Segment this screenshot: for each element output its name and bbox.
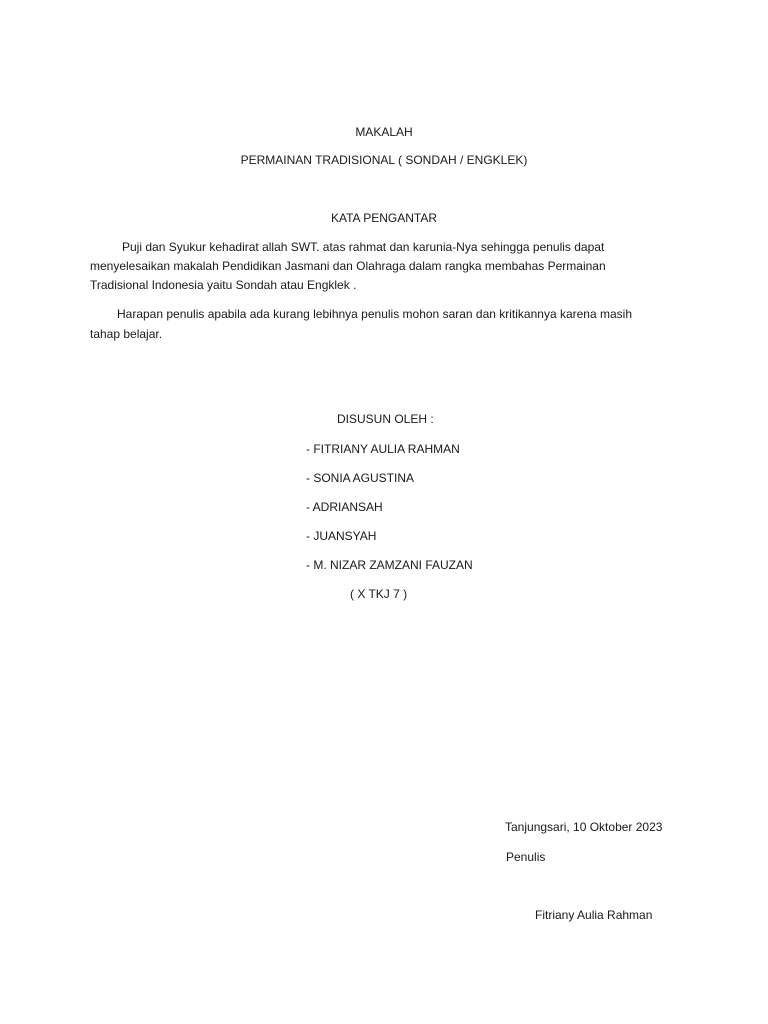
author-item: - M. NIZAR ZAMZANI FAUZAN xyxy=(306,558,473,572)
document-subtitle: PERMAINAN TRADISIONAL ( SONDAH / ENGKLEK) xyxy=(240,153,528,167)
class-label: ( X TKJ 7 ) xyxy=(350,587,408,601)
place-date: Tanjungsari, 10 Oktober 2023 xyxy=(505,820,663,834)
foreword-paragraph-2-line-1: Harapan penulis apabila ada kurang lebihnya penulis mohon saran dan kritikannya karena masih xyxy=(117,307,632,321)
foreword-paragraph-1-line-1: Puji dan Syukur kehadirat allah SWT. atas rahmat dan karunia-Nya sehingga penulis dapat xyxy=(122,240,605,254)
author-item: - FITRIANY AULIA RAHMAN xyxy=(306,442,460,456)
author-item: - JUANSYAH xyxy=(306,529,377,543)
signer-name: Fitriany Aulia Rahman xyxy=(535,908,653,922)
document-title: MAKALAH xyxy=(355,125,413,139)
author-item: - SONIA AGUSTINA xyxy=(306,471,415,485)
author-role: Penulis xyxy=(506,850,546,864)
foreword-paragraph-1-line-2: menyelesaikan makalah Pendidikan Jasmani dan Olahraga dalam rangka membahas Permainan xyxy=(90,259,606,273)
foreword-paragraph-1-line-3: Tradisional Indonesia yaitu Sondah atau Engklek . xyxy=(90,278,357,292)
foreword-heading: KATA PENGANTAR xyxy=(330,211,438,225)
foreword-paragraph-2-line-2: tahap belajar. xyxy=(90,327,163,341)
authors-heading: DISUSUN OLEH : xyxy=(337,412,434,426)
author-item: - ADRIANSAH xyxy=(306,500,383,514)
